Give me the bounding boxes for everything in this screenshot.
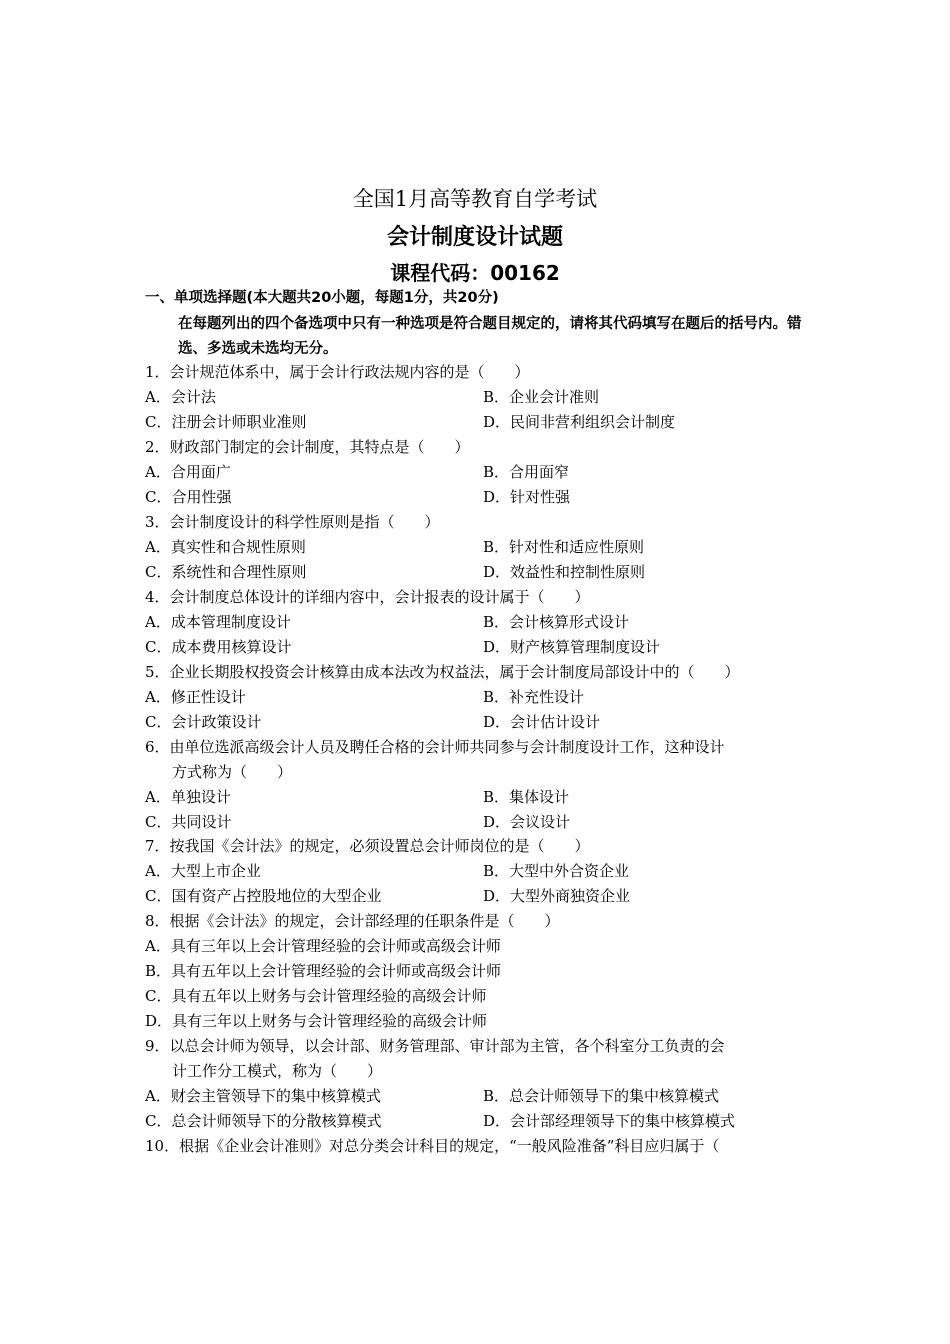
option-a: A．单独设计 bbox=[145, 788, 231, 806]
option-c: C．系统性和合理性原则 bbox=[145, 563, 307, 581]
option-c: C．会计政策设计 bbox=[145, 713, 262, 731]
option-c: C．成本费用核算设计 bbox=[145, 638, 292, 656]
option-a: A．合用面广 bbox=[145, 463, 231, 481]
option-d: D．会计估计设计 bbox=[483, 713, 601, 731]
option-b: B．集体设计 bbox=[483, 788, 570, 806]
option-b: B．针对性和适应性原则 bbox=[483, 538, 645, 556]
option-d: D．具有三年以上财务与会计管理经验的高级会计师 bbox=[145, 1012, 488, 1030]
option-b: B．企业会计准则 bbox=[483, 388, 600, 406]
option-c: C．注册会计师职业准则 bbox=[145, 413, 307, 431]
question-stem: 5．企业长期股权投资会计核算由成本法改为权益法，属于会计制度局部设计中的（ ） bbox=[145, 663, 740, 681]
section-instruction: 在每题列出的四个备选项中只有一种选项是符合题目规定的，请将其代码填写在题后的括号内。错选、多选或未选均无分。 bbox=[178, 316, 802, 357]
course-code: 课程代码：00162 bbox=[390, 261, 560, 285]
option-a: A．大型上市企业 bbox=[145, 862, 261, 880]
option-c: C．共同设计 bbox=[145, 813, 232, 831]
option-d: D．财产核算管理制度设计 bbox=[483, 638, 661, 656]
option-d: D．大型外商独资企业 bbox=[483, 887, 631, 905]
option-d: D．针对性强 bbox=[483, 488, 571, 506]
option-a: A．成本管理制度设计 bbox=[145, 613, 291, 631]
option-c: C．合用性强 bbox=[145, 488, 232, 506]
question-stem-continued: 计工作分工模式，称为（ ） bbox=[172, 1062, 383, 1080]
question-stem: 8．根据《会计法》的规定，会计部经理的任职条件是（ ） bbox=[145, 912, 560, 930]
option-d: D．效益性和控制性原则 bbox=[483, 563, 646, 581]
question-stem: 6．由单位选派高级会计人员及聘任合格的会计师共同参与会计制度设计工作，这种设计 bbox=[145, 738, 725, 756]
option-d: D．民间非营利组织会计制度 bbox=[483, 413, 676, 431]
option-b: B．总会计师领导下的集中核算模式 bbox=[483, 1087, 720, 1105]
question-stem: 7．按我国《会计法》的规定，必须设置总会计师岗位的是（ ） bbox=[145, 837, 590, 855]
question-stem-continued: 方式称为（ ） bbox=[172, 763, 293, 781]
question-stem: 4．会计制度总体设计的详细内容中，会计报表的设计属于（ ） bbox=[145, 588, 590, 606]
section-heading: 一、单项选择题(本大题共20小题，每题1分，共20分) bbox=[145, 290, 499, 306]
option-a: A．真实性和合规性原则 bbox=[145, 538, 306, 556]
question-stem: 1．会计规范体系中，属于会计行政法规内容的是（ ） bbox=[145, 363, 530, 381]
option-d: D．会议设计 bbox=[483, 813, 571, 831]
option-d: D．会计部经理领导下的集中核算模式 bbox=[483, 1112, 736, 1130]
question-stem: 2．财政部门制定的会计制度，其特点是（ ） bbox=[145, 438, 470, 456]
exam-title: 全国1月高等教育自学考试 bbox=[352, 187, 598, 211]
option-a: A．修正性设计 bbox=[145, 688, 246, 706]
option-a: A．会计法 bbox=[145, 388, 216, 406]
question-stem: 9．以总会计师为领导，以会计部、财务管理部、审计部为主管，各个科室分工负责的会 bbox=[145, 1037, 725, 1055]
option-b: B．具有五年以上会计管理经验的会计师或高级会计师 bbox=[145, 962, 502, 980]
option-b: B．会计核算形式设计 bbox=[483, 613, 630, 631]
option-a: A．具有三年以上会计管理经验的会计师或高级会计师 bbox=[145, 937, 501, 955]
option-b: B．合用面窄 bbox=[483, 463, 570, 481]
subject-title: 会计制度设计试题 bbox=[386, 225, 563, 250]
question-stem: 3．会计制度设计的科学性原则是指（ ） bbox=[145, 513, 440, 531]
option-c: C．总会计师领导下的分散核算模式 bbox=[145, 1112, 382, 1130]
option-c: C．国有资产占控股地位的大型企业 bbox=[145, 887, 382, 905]
option-b: B．大型中外合资企业 bbox=[483, 862, 630, 880]
question-stem: 10．根据《企业会计准则》对总分类会计科目的规定，“一般风险准备”科目应归属于（ bbox=[145, 1137, 720, 1155]
option-b: B．补充性设计 bbox=[483, 688, 585, 706]
option-c: C．具有五年以上财务与会计管理经验的高级会计师 bbox=[145, 987, 487, 1005]
option-a: A．财会主管领导下的集中核算模式 bbox=[145, 1087, 381, 1105]
